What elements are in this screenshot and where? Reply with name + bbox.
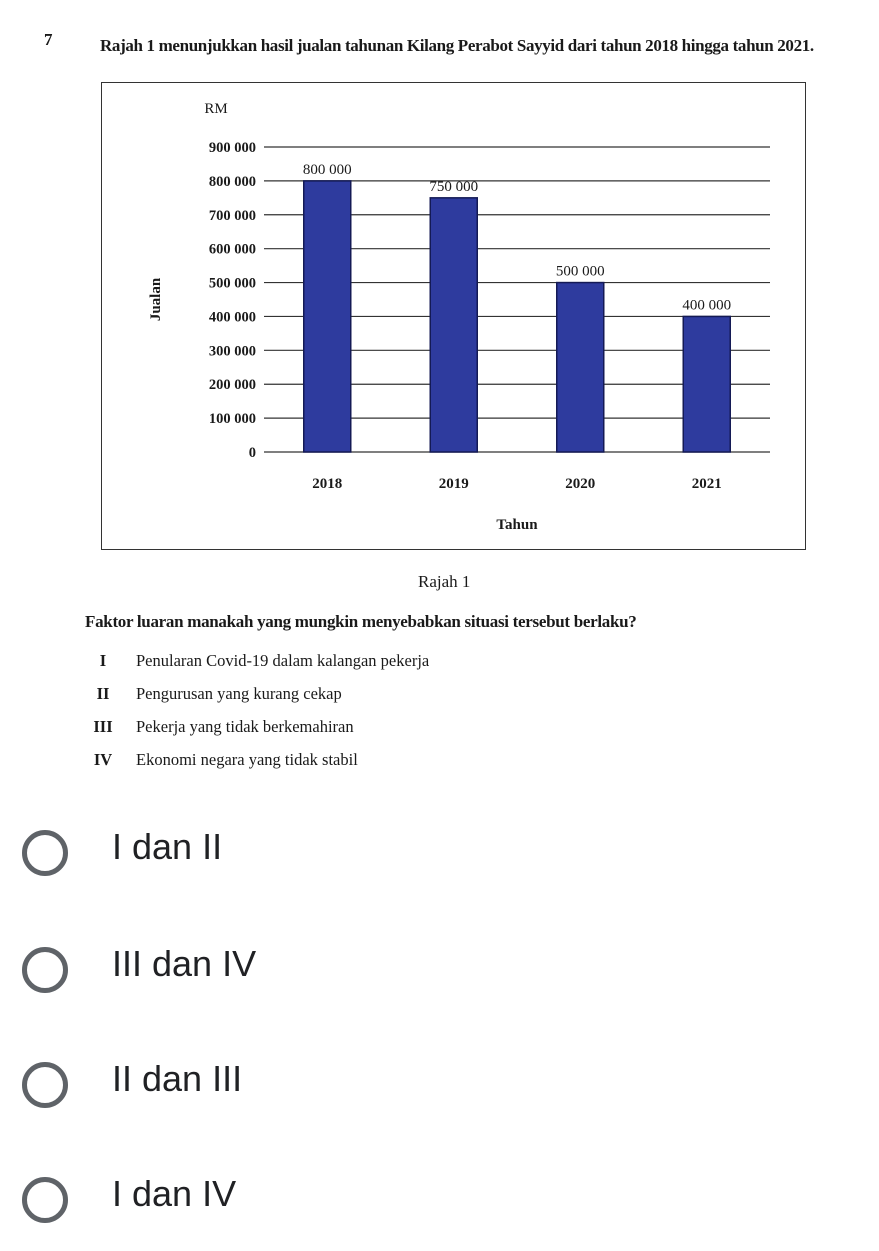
bar [304, 181, 351, 452]
radio-button[interactable] [22, 1062, 68, 1108]
y-tick-label: 100 000 [208, 411, 256, 428]
option-ii-dan-iii[interactable] [0, 1054, 879, 1130]
y-tick-label: 600 000 [208, 241, 256, 258]
option-label[interactable]: I dan IV [112, 1173, 237, 1214]
option-iii-dan-iv[interactable] [0, 939, 879, 1015]
x-tick-label: 2018 [312, 476, 343, 492]
data-label: 500 000 [555, 263, 605, 280]
y-axis-title: Jualan [148, 277, 164, 322]
option-i-dan-ii[interactable] [0, 822, 879, 898]
data-label: 400 000 [682, 297, 732, 314]
option-label[interactable]: II dan III [112, 1058, 243, 1099]
y-tick-label: 0 [248, 445, 256, 461]
y-tick-label: 500 000 [208, 275, 256, 292]
statement-text: Penularan Covid-19 dalam kalangan pekerja [136, 651, 430, 670]
statement-number: III [93, 717, 113, 736]
option-i-dan-iv[interactable] [0, 1169, 879, 1245]
radio-button[interactable] [22, 947, 68, 993]
y-tick-label: 400 000 [208, 309, 256, 326]
y-tick-label: 300 000 [208, 343, 256, 360]
y-tick-label: 200 000 [208, 377, 256, 394]
data-label: 800 000 [302, 161, 352, 178]
y-tick-label: 800 000 [208, 173, 256, 190]
data-label: 750 000 [429, 178, 479, 195]
figure-caption: Rajah 1 [418, 572, 471, 591]
option-label[interactable]: I dan II [112, 826, 223, 867]
radio-button[interactable] [22, 830, 68, 876]
statement-text: Pekerja yang tidak berkemahiran [136, 717, 354, 736]
bar-chart [102, 83, 805, 549]
bar [557, 283, 604, 452]
y-tick-label: 700 000 [208, 207, 256, 224]
option-label[interactable]: III dan IV [112, 943, 257, 984]
statement-text: Ekonomi negara yang tidak stabil [136, 750, 358, 769]
statement-number: IV [93, 750, 113, 769]
bar [430, 198, 477, 452]
y-tick-label: 900 000 [208, 140, 256, 156]
x-tick-label: 2020 [565, 476, 596, 492]
y-unit-label: RM [204, 101, 228, 117]
question-prompt: Faktor luaran manakah yang mungkin menyebabkan situasi tersebut berlaku? [85, 612, 637, 631]
bar [683, 316, 730, 452]
statement-number: II [96, 684, 110, 703]
question-text: Rajah 1 menunjukkan hasil jualan tahunan Kilang Perabot Sayyid dari tahun 2018 hingga tahun 2021. [100, 36, 814, 55]
statement-number: I [99, 651, 107, 670]
statement-text: Pengurusan yang kurang cekap [136, 684, 342, 703]
radio-button[interactable] [22, 1177, 68, 1223]
x-tick-label: 2021 [691, 476, 722, 492]
chart-frame [101, 82, 806, 550]
x-axis-title: Tahun [496, 517, 538, 533]
x-tick-label: 2019 [438, 476, 469, 492]
question-number: 7 [44, 30, 53, 49]
